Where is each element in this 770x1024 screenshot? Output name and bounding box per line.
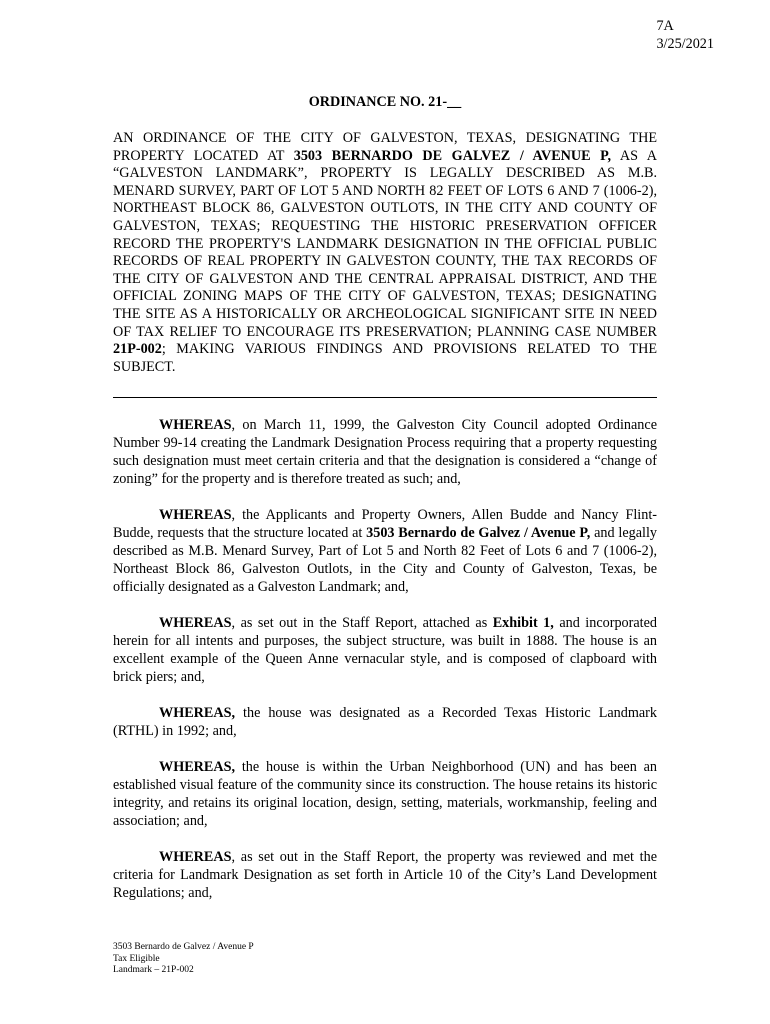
paragraph-text: and legally described as M.B. Menard Survey, Part of Lot 5 and North 82 Feet of Lots 6 and 7 (1006-2), Northeast Block 86, Galveston Outlots, in the City and County of Galveston, Texas, be officially designated as a Galveston Landmark; and, [113,525,658,595]
paragraph-text: the house is within the Urban Neighborhood (UN) and has been an established visual feature of the community since its construction. The house retains its historic integrity, and retains its original location, design, setting, materials, workmanship, feeling and association; and, [113,759,657,829]
whereas-paragraph-1 [113,416,657,488]
whereas-lead: WHEREAS [159,507,232,523]
caption-text-2: AS A “GALVESTON LANDMARK”, PROPERTY IS LEGALLY DESCRIBED AS M.B. MENARD SURVEY, PART OF LOT 5 AND NORTH 82 FEET OF LOTS 6 AND 7 (1006-2), NORTHEAST BLOCK 86, GALVESTON OUTLOTS, IN THE CITY AND COUNTY OF GALVESTON, TEXAS; REQUESTING THE HISTORIC PRESERVATION OFFICER RECORD THE PROPERTY'S LANDMARK DESIGNATION IN THE OFFICIAL PUBLIC RECORDS OF REAL PROPERTY IN GALVESTON COUNTY, THE TAX RECORDS OF THE CITY OF GALVESTON AND THE CENTRAL APPRAISAL DISTRICT, AND THE OFFICIAL ZONING MAPS OF THE CITY OF GALVESTON, TEXAS; DESIGNATING THE SITE AS A HISTORICALLY OR ARCHEOLOGICAL SIGNIFICANT SITE IN NEED OF TAX RELIEF TO ENCOURAGE ITS PRESERVATION; PLANNING CASE NUMBER [113,147,657,340]
document-identifier [656,18,714,53]
whereas-paragraph-6 [113,848,657,902]
paragraph-text: the house was designated as a Recorded Texas Historic Landmark (RTHL) in 1992; and, [113,705,657,739]
footer-case: Landmark – 21P-002 [113,965,194,976]
exhibit-reference: Exhibit 1, [492,615,554,631]
whereas-paragraph-4 [113,704,657,740]
page-footer [113,942,254,977]
ordinance-body [113,416,657,920]
paragraph-text: and incorporated herein for all intents and purposes, the subject structure, was built in 1888. The house is an excellent example of the Queen Anne vernacular style, and is composed of clapboard with brick piers; and, [113,615,657,685]
caption-address: 3503 BERNARDO DE GALVEZ / AVENUE P, [293,147,612,164]
whereas-lead: WHEREAS, [159,705,236,721]
caption-text-3: ; MAKING VARIOUS FINDINGS AND PROVISIONS RELATED TO THE SUBJECT. [113,341,657,375]
caption-divider [113,397,657,398]
ordinance-caption [113,130,657,376]
document-date: 3/25/2021 [656,35,714,52]
whereas-paragraph-2 [113,506,657,596]
caption-text-1: AN ORDINANCE OF THE CITY OF GALVESTON, TEXAS, DESIGNATING THE PROPERTY LOCATED AT [113,130,657,164]
whereas-lead: WHEREAS [159,417,232,433]
whereas-paragraph-3 [113,614,657,686]
paragraph-text: , the Applicants and Property Owners, Allen Budde and Nancy Flint-Budde, requests that the structure located at [113,507,657,541]
caption-case-number: 21P-002 [113,341,162,358]
footer-tax-status: Tax Eligible [113,953,160,964]
property-address: 3503 Bernardo de Galvez / Avenue P, [366,525,591,541]
ordinance-title: ORDINANCE NO. 21-__ [308,94,462,110]
whereas-lead: WHEREAS, [159,759,236,775]
agenda-item-number: 7A [656,18,674,34]
paragraph-text: , on March 11, 1999, the Galveston City Council adopted Ordinance Number 99-14 creating the Landmark Designation Process requiring that a property requesting such designation must meet certain criteria and that the designation is considered a “change of zoning” for the property and is therefore treated as such; and, [113,417,657,487]
whereas-lead: WHEREAS [159,615,232,631]
whereas-lead: WHEREAS [159,849,232,865]
whereas-paragraph-5 [113,758,657,830]
footer-address: 3503 Bernardo de Galvez / Avenue P [113,942,254,952]
paragraph-text: , as set out in the Staff Report, attached as [231,615,493,631]
paragraph-text: , as set out in the Staff Report, the property was reviewed and met the criteria for Landmark Designation as set forth in Article 10 of the City’s Land Development Regulations; and, [113,849,657,901]
